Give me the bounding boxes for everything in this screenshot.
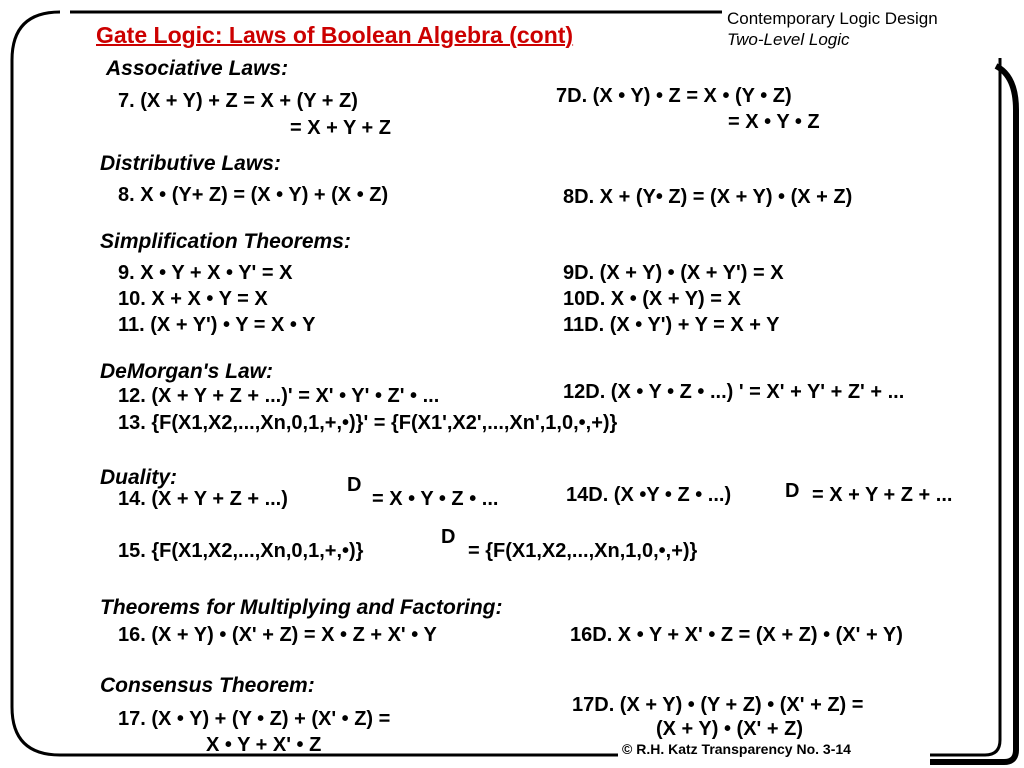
dual-superscript: D: [347, 474, 362, 496]
course-title: Contemporary Logic Design: [727, 9, 938, 28]
chapter-title: Two-Level Logic: [727, 30, 850, 49]
law-14d-left: 14D. (X •Y • Z • ...): [566, 484, 732, 506]
law-14d-right: = X + Y + Z + ...: [812, 484, 953, 506]
border-shadow: [930, 66, 1016, 762]
law-7-cont: = X + Y + Z: [290, 117, 391, 139]
law-9: 9. X • Y + X • Y' = X: [118, 262, 293, 284]
dual-superscript: D: [441, 526, 456, 548]
slide-title: Gate Logic: Laws of Boolean Algebra (cont): [96, 22, 574, 48]
law-15-right: = {F(X1,X2,...,Xn,1,0,•,+)}: [468, 540, 698, 562]
law-14-left: 14. (X + Y + Z + ...): [118, 488, 288, 510]
dual-superscript: D: [785, 480, 800, 502]
demorgan-heading: DeMorgan's Law:: [100, 360, 274, 383]
law-14-right: = X • Y • Z • ...: [372, 488, 499, 510]
law-13: 13. {F(X1,X2,...,Xn,0,1,+,•)}' = {F(X1',X2',...,Xn',1,0,•,+)}: [118, 412, 618, 434]
law-10d: 10D. X • (X + Y) = X: [563, 288, 741, 310]
associative-heading: Associative Laws:: [106, 57, 289, 80]
law-11d: 11D. (X • Y') + Y = X + Y: [563, 314, 780, 336]
law-8d: 8D. X + (Y• Z) = (X + Y) • (X + Z): [563, 186, 853, 208]
consensus-heading: Consensus Theorem:: [100, 674, 315, 697]
law-10: 10. X + X • Y = X: [118, 288, 268, 310]
law-17d-cont: (X + Y) • (X' + Z): [656, 718, 803, 740]
distributive-heading: Distributive Laws:: [100, 152, 281, 175]
simplification-heading: Simplification Theorems:: [100, 230, 351, 253]
law-12d: 12D. (X • Y • Z • ...) ' = X' + Y' + Z' + ...: [563, 381, 905, 403]
law-16: 16. (X + Y) • (X' + Z) = X • Z + X' • Y: [118, 624, 437, 646]
law-17-cont: X • Y + X' • Z: [206, 734, 322, 756]
law-17d: 17D. (X + Y) • (Y + Z) • (X' + Z) =: [572, 694, 864, 716]
law-17: 17. (X • Y) + (Y • Z) + (X' • Z) =: [118, 708, 391, 730]
law-7d-cont: = X • Y • Z: [728, 111, 820, 133]
law-7d: 7D. (X • Y) • Z = X • (Y • Z): [556, 85, 792, 107]
law-9d: 9D. (X + Y) • (X + Y') = X: [563, 262, 784, 284]
slide-footer: © R.H. Katz Transparency No. 3-14: [622, 741, 851, 757]
duality-heading: Duality:: [100, 466, 178, 489]
law-16d: 16D. X • Y + X' • Z = (X + Z) • (X' + Y): [570, 624, 903, 646]
law-15-left: 15. {F(X1,X2,...,Xn,0,1,+,•)}: [118, 540, 364, 562]
factoring-heading: Theorems for Multiplying and Factoring:: [100, 596, 503, 619]
law-7: 7. (X + Y) + Z = X + (Y + Z): [118, 90, 358, 112]
law-8: 8. X • (Y+ Z) = (X • Y) + (X • Z): [118, 184, 389, 206]
law-12: 12. (X + Y + Z + ...)' = X' • Y' • Z' • ...: [118, 385, 440, 407]
law-11: 11. (X + Y') • Y = X • Y: [118, 314, 316, 336]
